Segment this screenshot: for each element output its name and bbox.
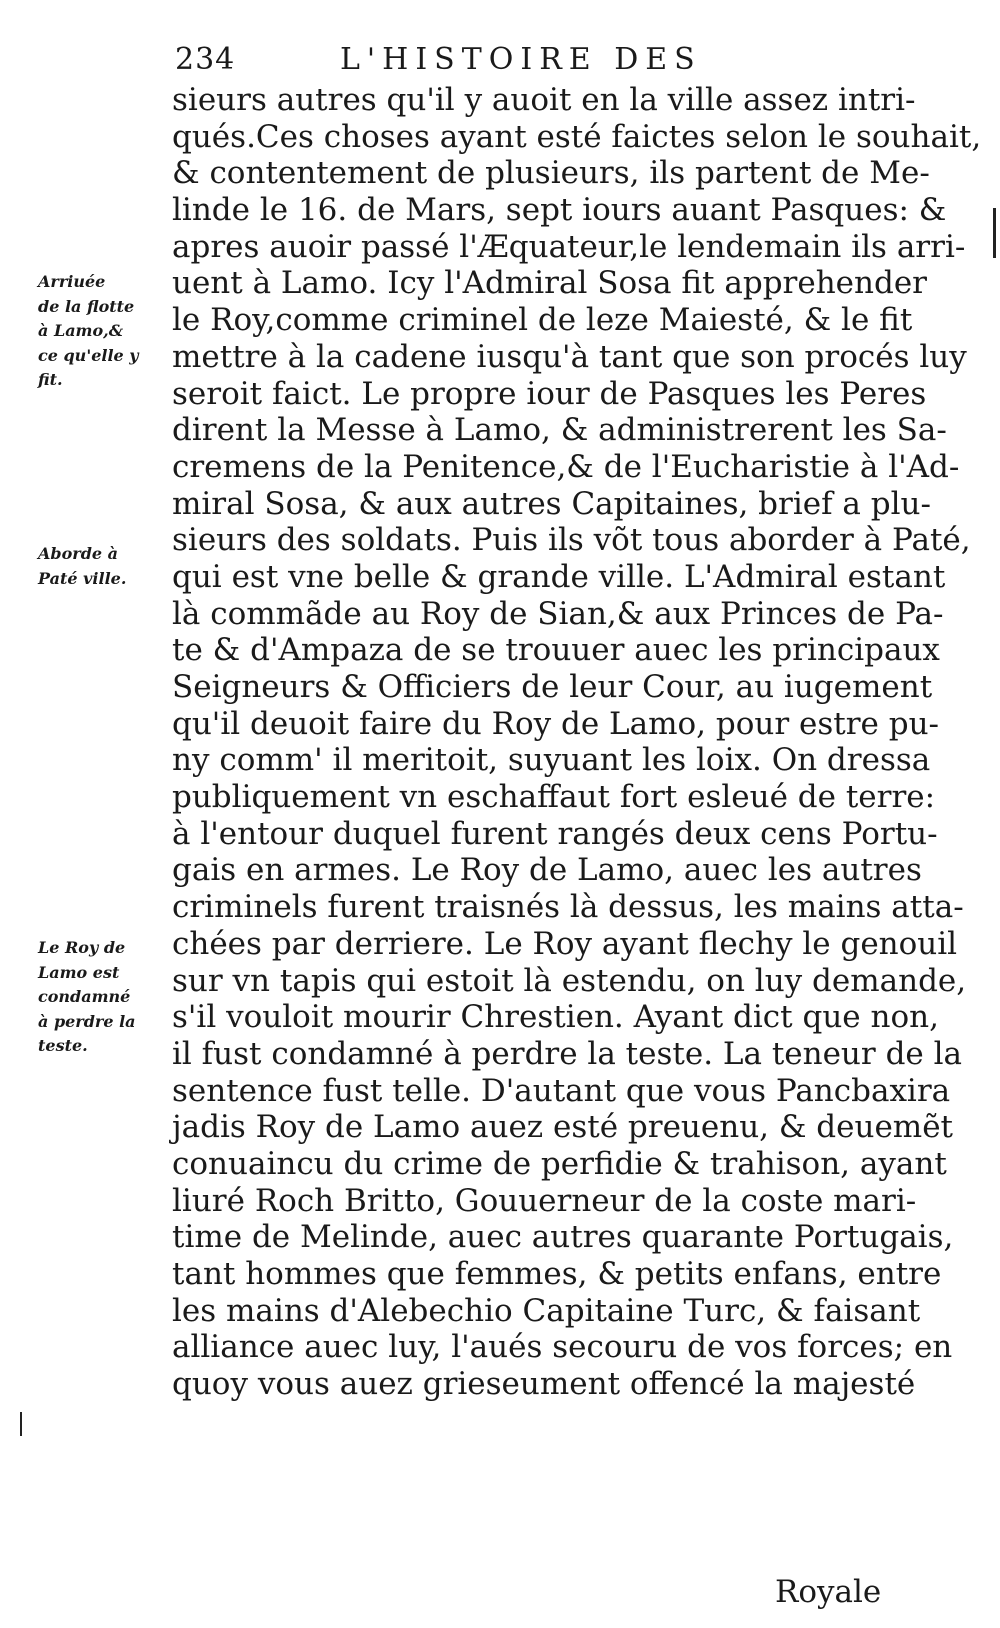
- marginal-line: de la flotte: [38, 296, 135, 316]
- text-line: là commãde au Roy de Sian,& aux Princes de Pa-: [172, 595, 944, 632]
- text-line: miral Sosa, & aux autres Capitaines, brief a plu-: [172, 485, 931, 522]
- text-line: jadis Roy de Lamo auez esté preuenu, & deuemẽt: [172, 1109, 954, 1146]
- text-line: te & d'Ampaza de se trouuer auec les principaux: [172, 632, 940, 669]
- text-line: & contentement de plusieurs, ils partent de Me-: [172, 155, 930, 192]
- marginal-note-condemned: [38, 936, 166, 1059]
- text-line: conuaincu du crime de perfidie & trahison, ayant: [172, 1145, 947, 1182]
- text-line: uent à Lamo. Icy l'Admiral Sosa fit apprehender: [172, 265, 927, 302]
- marginal-line: Aborde à: [38, 544, 119, 563]
- text-line: qués.Ces choses ayant esté faictes selon le souhait,: [172, 118, 982, 155]
- marginal-line: ce qu'elle y: [38, 345, 139, 365]
- text-line: sur vn tapis qui estoit là estendu, on luy demande,: [172, 962, 967, 999]
- marginal-note-pate: [38, 542, 166, 591]
- text-line: criminels furent traisnés là dessus, les mains atta-: [172, 889, 964, 926]
- text-line: sieurs autres qu'il y auoit en la ville assez intri-: [172, 82, 916, 118]
- page-number: 234: [175, 42, 236, 77]
- marginal-line: fit.: [38, 370, 63, 389]
- text-line: qui est vne belle & grande ville. L'Admiral estant: [172, 558, 946, 595]
- text-line: gais en armes. Le Roy de Lamo, auec les autres: [172, 852, 922, 889]
- text-line: dirent la Messe à Lamo, & administrerent les Sa-: [172, 412, 947, 449]
- page-header: [175, 42, 895, 82]
- marginal-line: Le Roy de: [38, 938, 126, 957]
- text-line: sentence fust telle. D'autant que vous Pancbaxira: [172, 1072, 951, 1109]
- text-line: chées par derriere. Le Roy ayant flechy le genouil: [172, 925, 958, 962]
- marginal-note-arrival: [38, 270, 166, 393]
- page-edge-mark: [993, 208, 996, 258]
- marginal-line: Paté ville.: [38, 568, 127, 588]
- text-line: apres auoir passé l'Æquateur,le lendemain ils arri-: [172, 228, 966, 265]
- body-text: [172, 82, 982, 1403]
- text-line: alliance auec luy, l'aués secouru de vos forces; en: [172, 1329, 953, 1366]
- text-line: quoy vous auez grieseument offencé la majesté: [172, 1366, 916, 1403]
- text-line: tant hommes que femmes, & petits enfans, entre: [172, 1256, 942, 1292]
- text-line: cremens de la Penitence,& de l'Eucharistie à l'Ad-: [172, 448, 960, 485]
- text-line: linde le 16. de Mars, sept iours auant Pasques: &: [172, 192, 947, 229]
- text-line: Seigneurs & Officiers de leur Cour, au iugement: [172, 669, 933, 705]
- marginal-line: condamné: [38, 987, 131, 1006]
- text-line: à l'entour duquel furent rangés deux cens Portu-: [172, 815, 938, 852]
- catchword: Royale: [775, 1574, 882, 1610]
- marginal-line: Arriuée: [38, 272, 106, 291]
- text-line: mettre à la cadene iusqu'à tant que son procés luy: [172, 338, 967, 375]
- marginal-line: teste.: [38, 1036, 88, 1055]
- marginal-line: à Lamo,&: [38, 321, 124, 340]
- text-line: ny comm' il meritoit, suyuant les loix. On dressa: [172, 742, 931, 779]
- marginal-line: à perdre la: [38, 1011, 136, 1031]
- text-line: le Roy,comme criminel de leze Maiesté, & le fit: [172, 302, 913, 339]
- text-line: sieurs des soldats. Puis ils võt tous aborder à Paté,: [172, 522, 971, 559]
- text-line: les mains d'Alebechio Capitaine Turc, & faisant: [172, 1292, 921, 1329]
- text-line: qu'il deuoit faire du Roy de Lamo, pour estre pu-: [172, 705, 940, 742]
- text-line: seroit faict. Le propre iour de Pasques les Peres: [172, 375, 927, 412]
- running-title: L'HISTOIRE DES: [340, 42, 702, 77]
- text-line: publiquement vn eschaffaut fort esleué de terre:: [172, 779, 936, 816]
- marginal-line: Lamo est: [38, 962, 120, 982]
- page-edge-mark: [20, 1412, 22, 1436]
- text-line: liuré Roch Britto, Gouuerneur de la coste mari-: [172, 1182, 917, 1219]
- text-line: s'il vouloit mourir Chrestien. Ayant dict que non,: [172, 999, 939, 1036]
- text-line: time de Melinde, auec autres quarante Portugais,: [172, 1219, 954, 1256]
- text-line: il fust condamné à perdre la teste. La teneur de la: [172, 1035, 963, 1072]
